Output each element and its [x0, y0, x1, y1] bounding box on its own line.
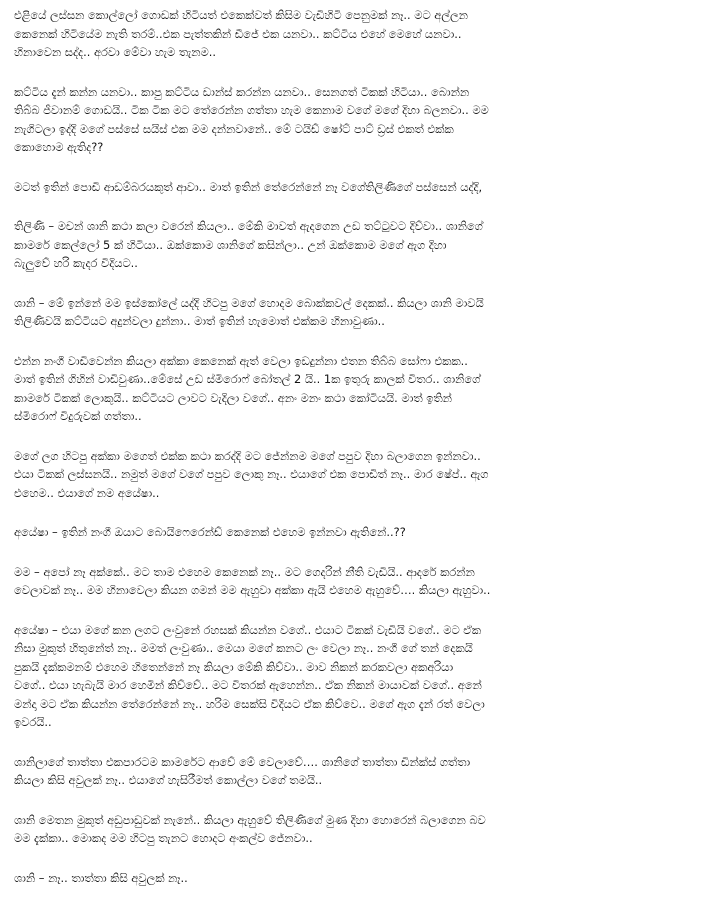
paragraph-1: එළියේ ලස්සන කොල්ලෝ ගොඩක් හිටියත් එකෙක්වත් කිසිම වැඩිහිටි පෙනුමක් නෑ.. මට අල්ලන කෙනෙක් හිටියේම නැති තරම්..එක පැත්තකින් ඩීජේ එක යනවා.. කට්ටිය එහේ මෙහේ යනවා.. හිනාවෙන සද්ද.. අරවා මේවා හැම තැනම..: [14, 8, 468, 59]
paragraph-2: කට්ටිය දැන් කන්න යනවා.. කාපු කට්ටිය ඩාන්ස් කරන්න යනවා.. සෙනගත් ටිකක් හිටියා.. බොන්න තිබ්බ ජීවානම් ගොඩයි.. ටික ටික මට තේරෙන්න ගත්තා හැම කෙනාම වගේ මගේ දිහා බලනවා.. මම නැගිටලා ඉද්දි මගේ පස්සේ සයිස් එක මම දන්නවානේ.. මේ ටයිඩ් ෂෝට් පාට් ඩ්‍රස් එකත් එක්ක කොහොම ඇතිද??: [14, 84, 489, 154]
paragraph-13: ශානි – නෑ.. තාත්තා කිසි අවුලක් නෑ..: [14, 870, 188, 885]
document-page: [14, 6, 700, 908]
paragraph-7: මගේ ලග හිටපු අක්කා මගෙත් එක්ක කථා කරද්දි මට ජේන්නම මගේ පපුව දිහා බලාගෙන ඉන්නවා.. එයා ටිකක් ලස්සනයි.. නමුත් මගේ වගේ පපුව ලොකු නෑ.. එයාගේ එක පොඩිත් නෑ.. මාර ෂේප්.. ඇග එහෙම.. එයාගේ නම අයේෂා..: [14, 448, 489, 500]
paragraph-10: අයේෂා – එයා මගේ කන ලගට ලංවුනේ රහසක් කියන්න වගේ.. එයාට ටිකක් වැඩියි වගේ.. මට ඒක නිසා මුකුත් හිතුනේත් නෑ.. මමත් ලංවුණා.. මෙයා මගේ කනට ලං වෙලා නෑ.. නංගී ගේ තන් දෙකයි පුකයි දැක්කමනම් එහෙම හිතෙන්නේ නෑ කියලා මේකි කිව්වා.. මාව නිකන් කරකවලා අකඅරියා වගේ.. එයා හැබැයි මාර හෙමින් කිව්වේ.. මට විතරක් ඇහෙන්න.. ඒක නිකන් මායාවක් වගේ.. අනේ මන්දා මට ඒක කියන්න තේරෙන්නේ නෑ.. හරිම සෙක්සි විදියට ඒක කිව්වෙ.. මගේ ඇග දැන් රත් වෙලා ඉවරයි..: [14, 622, 485, 729]
paragraph-8: අයේෂා – ඉතින් නංගී ඔයාට බොයිෆෙරෙන්ඩ් කෙනෙක් එහෙම ඉන්නවා ඇතිනේ..??: [14, 525, 406, 539]
paragraph-11: ශානිලාගේ තාත්තා එකපාරටම කාමරේට ආවේ මේ වෙලාවේ…. ශානිගේ තාත්තා ඩින්ක්ස් ගත්තා කියලා කිසි අවුලක් නෑ.. එයාගේ හැසිරීමත් කොල්ලා වගේ තමයි..: [14, 754, 471, 787]
paragraph-6: එන්න නංගී වාඩිවෙන්න කියලා අක්කා කෙනෙක් ඇත් වෙලා ඉඩදුන්නා එතන තිබ්බ සෝෆා එකක.. මාත් ඉතින් ගිහින් වාඩිවුණා..මේසේ උඩ ස්මිරොෆ් බෝතල් 2 යි.. 1ක ඉතුරු කාලක් විතර.. ශානිගේ කාමරේ ටිකක් ලොකුයි.. කට්ටියට ලාවට වැදිලා වගේ.. අනං මනං කථා කෝටියයි. මාත් ඉතින් ස්මිරොෆ් විදුරුවක් ගත්තා..: [14, 353, 481, 423]
paragraph-5: ශානි – මේ ඉන්නේ මම ඉස්කෝලේ යද්දි හිටපු මගේ හොදම බොක්කවල් දෙකක්.. කියලා ශානි මාවයි තිලිණිවයි කට්ටියට අදුන්වලා දුන්නා.. මාත් ඉතින් හැමොත් එක්කම හිනාවුණා..: [14, 295, 484, 328]
paragraph-3: මටත් ඉතින් පොඩි ආඩම්බරයකුත් ආවා.. මාත් ඉතින් තේරෙන්නේ නෑ වගේතිලිණිගේ පස්සෙන් යද්දි,: [14, 179, 483, 194]
paragraph-4: තිලිණි – මචන් ශානි කථා කලා වරෙන් කියලා.. මේකි මාවත් ඇදගෙන උඩ තට්ටුවට දිව්වා.. ශානිගේ කාමරේ කෙල්ලෝ 5 ක් හිටියා.. ඔක්කොම ශානිගේ කසින්ලා.. උන් ඔක්කොම මගේ ඇග දිහා බැලුවේ හරි කැදර විදියට..: [14, 219, 483, 270]
paragraph-12: ශානි මෙතන මුකුත් අඩුපාඩුවක් නැනේ.. කියලා ඇහුවේ තිලිණිගේ මුණ දිහා හොරෙන් බලාගෙන බව මම දැක්කා.. මොකද මම හිටපු තැනට හොදට අංකල්ව ජේනවා..: [14, 812, 486, 845]
paragraph-9: මම – අපෝ නෑ අක්කේ.. මට තාම එහෙම කෙනෙක් නෑ.. මට ගෙදරින් නීති වැඩියි.. ආදරේ කරන්න වෙලාවක් නෑ.. මම හිනාවෙලා කියන ගමන් මම ඇහුවා අක්කා ඇයි එහෙම ඇහුවේ…. කියලා ඇහුවා..: [14, 564, 491, 597]
